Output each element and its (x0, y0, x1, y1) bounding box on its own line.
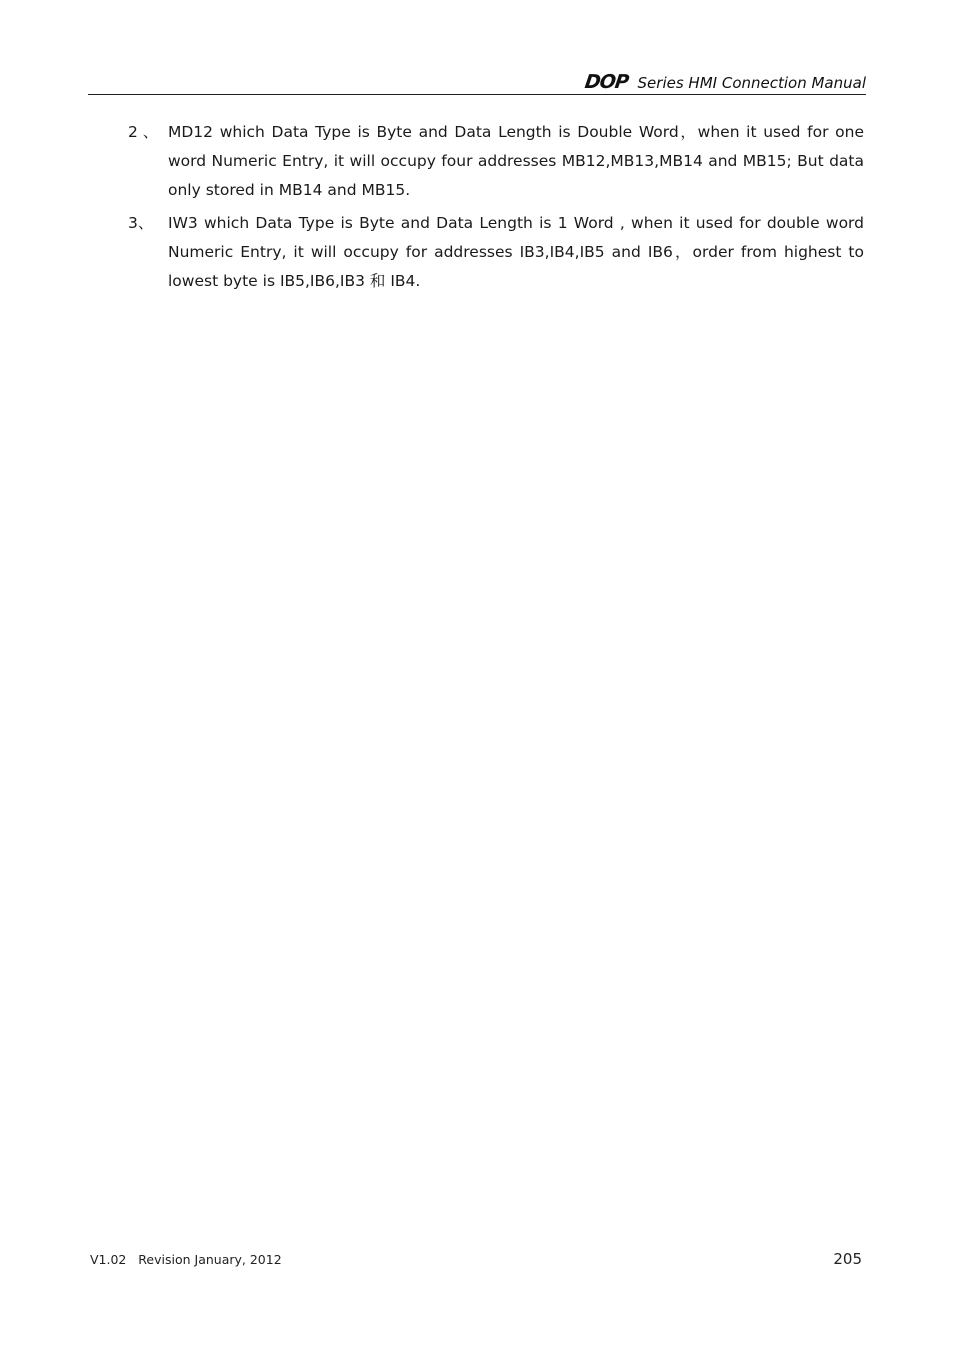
page-content (128, 118, 864, 300)
page-number: 205 (833, 1250, 862, 1268)
list-item-text: MD12 which Data Type is Byte and Data Length is Double Word，when it used for one word Numeric Entry, it will occupy four addresses MB12,MB13,MB14 and MB15; But data only stored in MB14 and MB15. (168, 123, 864, 199)
page-header (88, 68, 866, 95)
header-title: Series HMI Connection Manual (637, 74, 866, 92)
list-item-number: 2 、 (128, 123, 159, 141)
list-item-number: 3、 (128, 214, 154, 232)
list-item (128, 209, 864, 296)
footer-version: V1.02 Revision January, 2012 (90, 1252, 282, 1267)
dop-logo: DOP (583, 71, 630, 93)
header-brand (585, 72, 866, 92)
list-item-text: IW3 which Data Type is Byte and Data Length is 1 Word , when it used for double word Numeric Entry, it will occupy for addresses IB3,IB4,IB5 and IB6，order from highest to lowest byte is IB5,IB6,IB3 和 IB4. (168, 214, 864, 290)
list-item (128, 118, 864, 205)
